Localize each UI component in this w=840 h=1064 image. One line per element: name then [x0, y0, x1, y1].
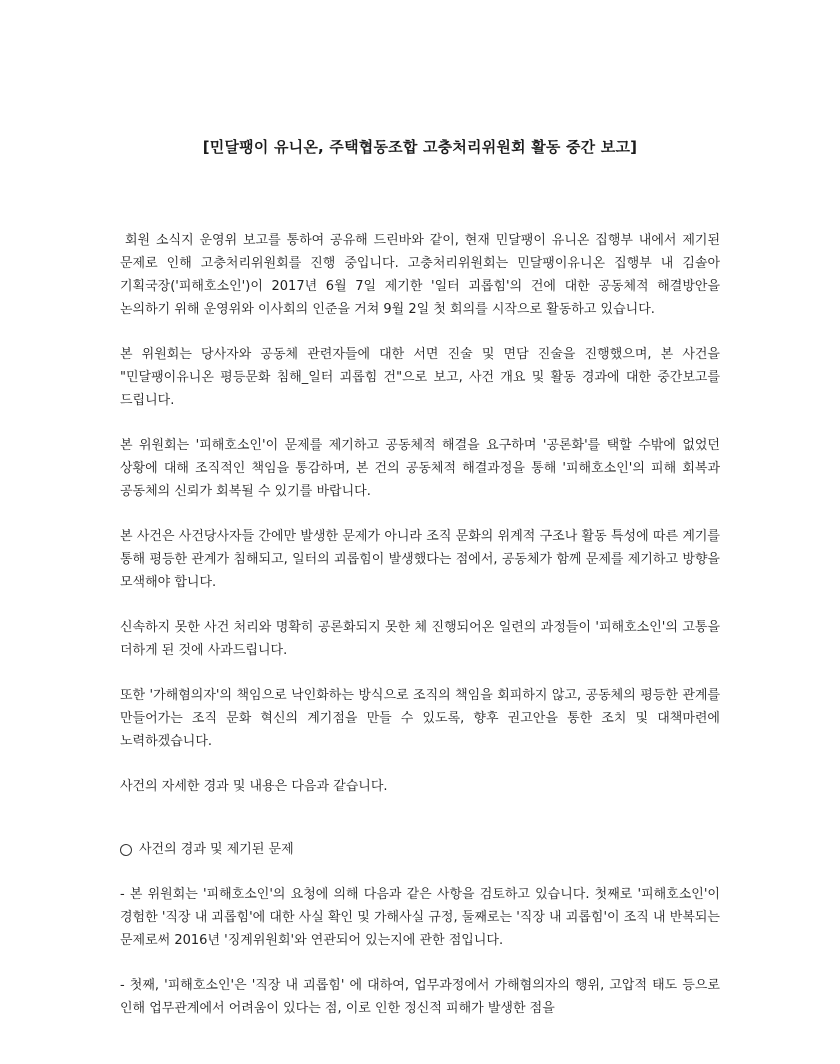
circle-bullet-icon: [120, 844, 132, 856]
body-paragraph: 회원 소식지 운영위 보고를 통하여 공유해 드린바와 같이, 현재 민달팽이 유니온 집행부 내에서 제기된 문제로 인해 고충처리위원회를 진행 중입니다. 고충처리위원회는 민달팽이유니온 집행부 내 김솔아 기획국장('피해호소인')이 2017년 6월 7일 제기한 '일터 괴롭힘'의 건에 대한 공동체적 해결방안을 논의하기 위해 운영위와 이사회의 인준을 거쳐 9월 2일 첫 회의를 시작으로 활동하고 있습니다.: [120, 233, 720, 317]
body-paragraph: 사건의 자세한 경과 및 내용은 다음과 같습니다.: [120, 779, 388, 794]
section-heading: [120, 838, 720, 861]
body-paragraph: 본 사건은 사건당사자들 간에만 발생한 문제가 아니라 조직 문화의 위계적 구조나 활동 특성에 따른 계기를 통해 평등한 관계가 침해되고, 일터의 괴롭힘이 발생했다는 점에서, 공동체가 함께 문제를 제기하고 방향을 모색해야 합니다.: [120, 529, 720, 590]
body-paragraph: 본 위원회는 '피해호소인'이 문제를 제기하고 공동체적 해결을 요구하며 '공론화'를 택할 수밖에 없었던 상황에 대해 조직적인 책임을 통감하며, 본 건의 공동체적 해결과정을 통해 '피해호소인'의 피해 회복과 공동체의 신뢰가 회복될 수 있기를 바랍니다.: [120, 438, 720, 499]
section-heading-label: 사건의 경과 및 제기된 문제: [139, 842, 294, 857]
document-body: [120, 229, 720, 1042]
body-paragraph: 신속하지 못한 사건 처리와 명확히 공론화되지 못한 체 진행되어온 일련의 과정들이 '피해호소인'의 고통을 더하게 된 것에 사과드립니다.: [120, 620, 720, 658]
document-title: [민달팽이 유니온, 주택협동조합 고충처리위원회 활동 중간 보고]: [202, 138, 638, 156]
section-paragraph: - 첫째, '피해호소인'은 '직장 내 괴롭힘' 에 대하여, 업무과정에서 가해혐의자의 행위, 고압적 태도 등으로 인해 업무관계에서 어려움이 있다는 점, 이로 인한 정신적 피해가 발생한 점을: [120, 978, 720, 1016]
section-paragraph: - 본 위원회는 '피해호소인'의 요청에 의해 다음과 같은 사항을 검토하고 있습니다. 첫째로 '피해호소인'이 경험한 '직장 내 괴롭힘'에 대한 사실 확인 및 가해사실 규정, 둘째로는 '직장 내 괴롭힘'이 조직 내 반복되는 문제로써 2016년 '징계위원회'와 연관되어 있는지에 관한 점입니다.: [120, 887, 720, 948]
body-paragraph: 또한 '가해혐의자'의 책임으로 낙인화하는 방식으로 조직의 책임을 회피하지 않고, 공동체의 평등한 관계를 만들어가는 조직 문화 혁신의 계기점을 만들 수 있도록, 향후 권고안을 통한 조치 및 대책마련에 노력하겠습니다.: [120, 688, 720, 749]
body-paragraph: 본 위원회는 당사자와 공동체 관련자들에 대한 서면 진술 및 면담 진술을 진행했으며, 본 사건을 "민달팽이유니온 평등문화 침해_일터 괴롭힘 건"으로 보고, 사건 개요 및 활동 경과에 대한 중간보고를 드립니다.: [120, 347, 720, 408]
